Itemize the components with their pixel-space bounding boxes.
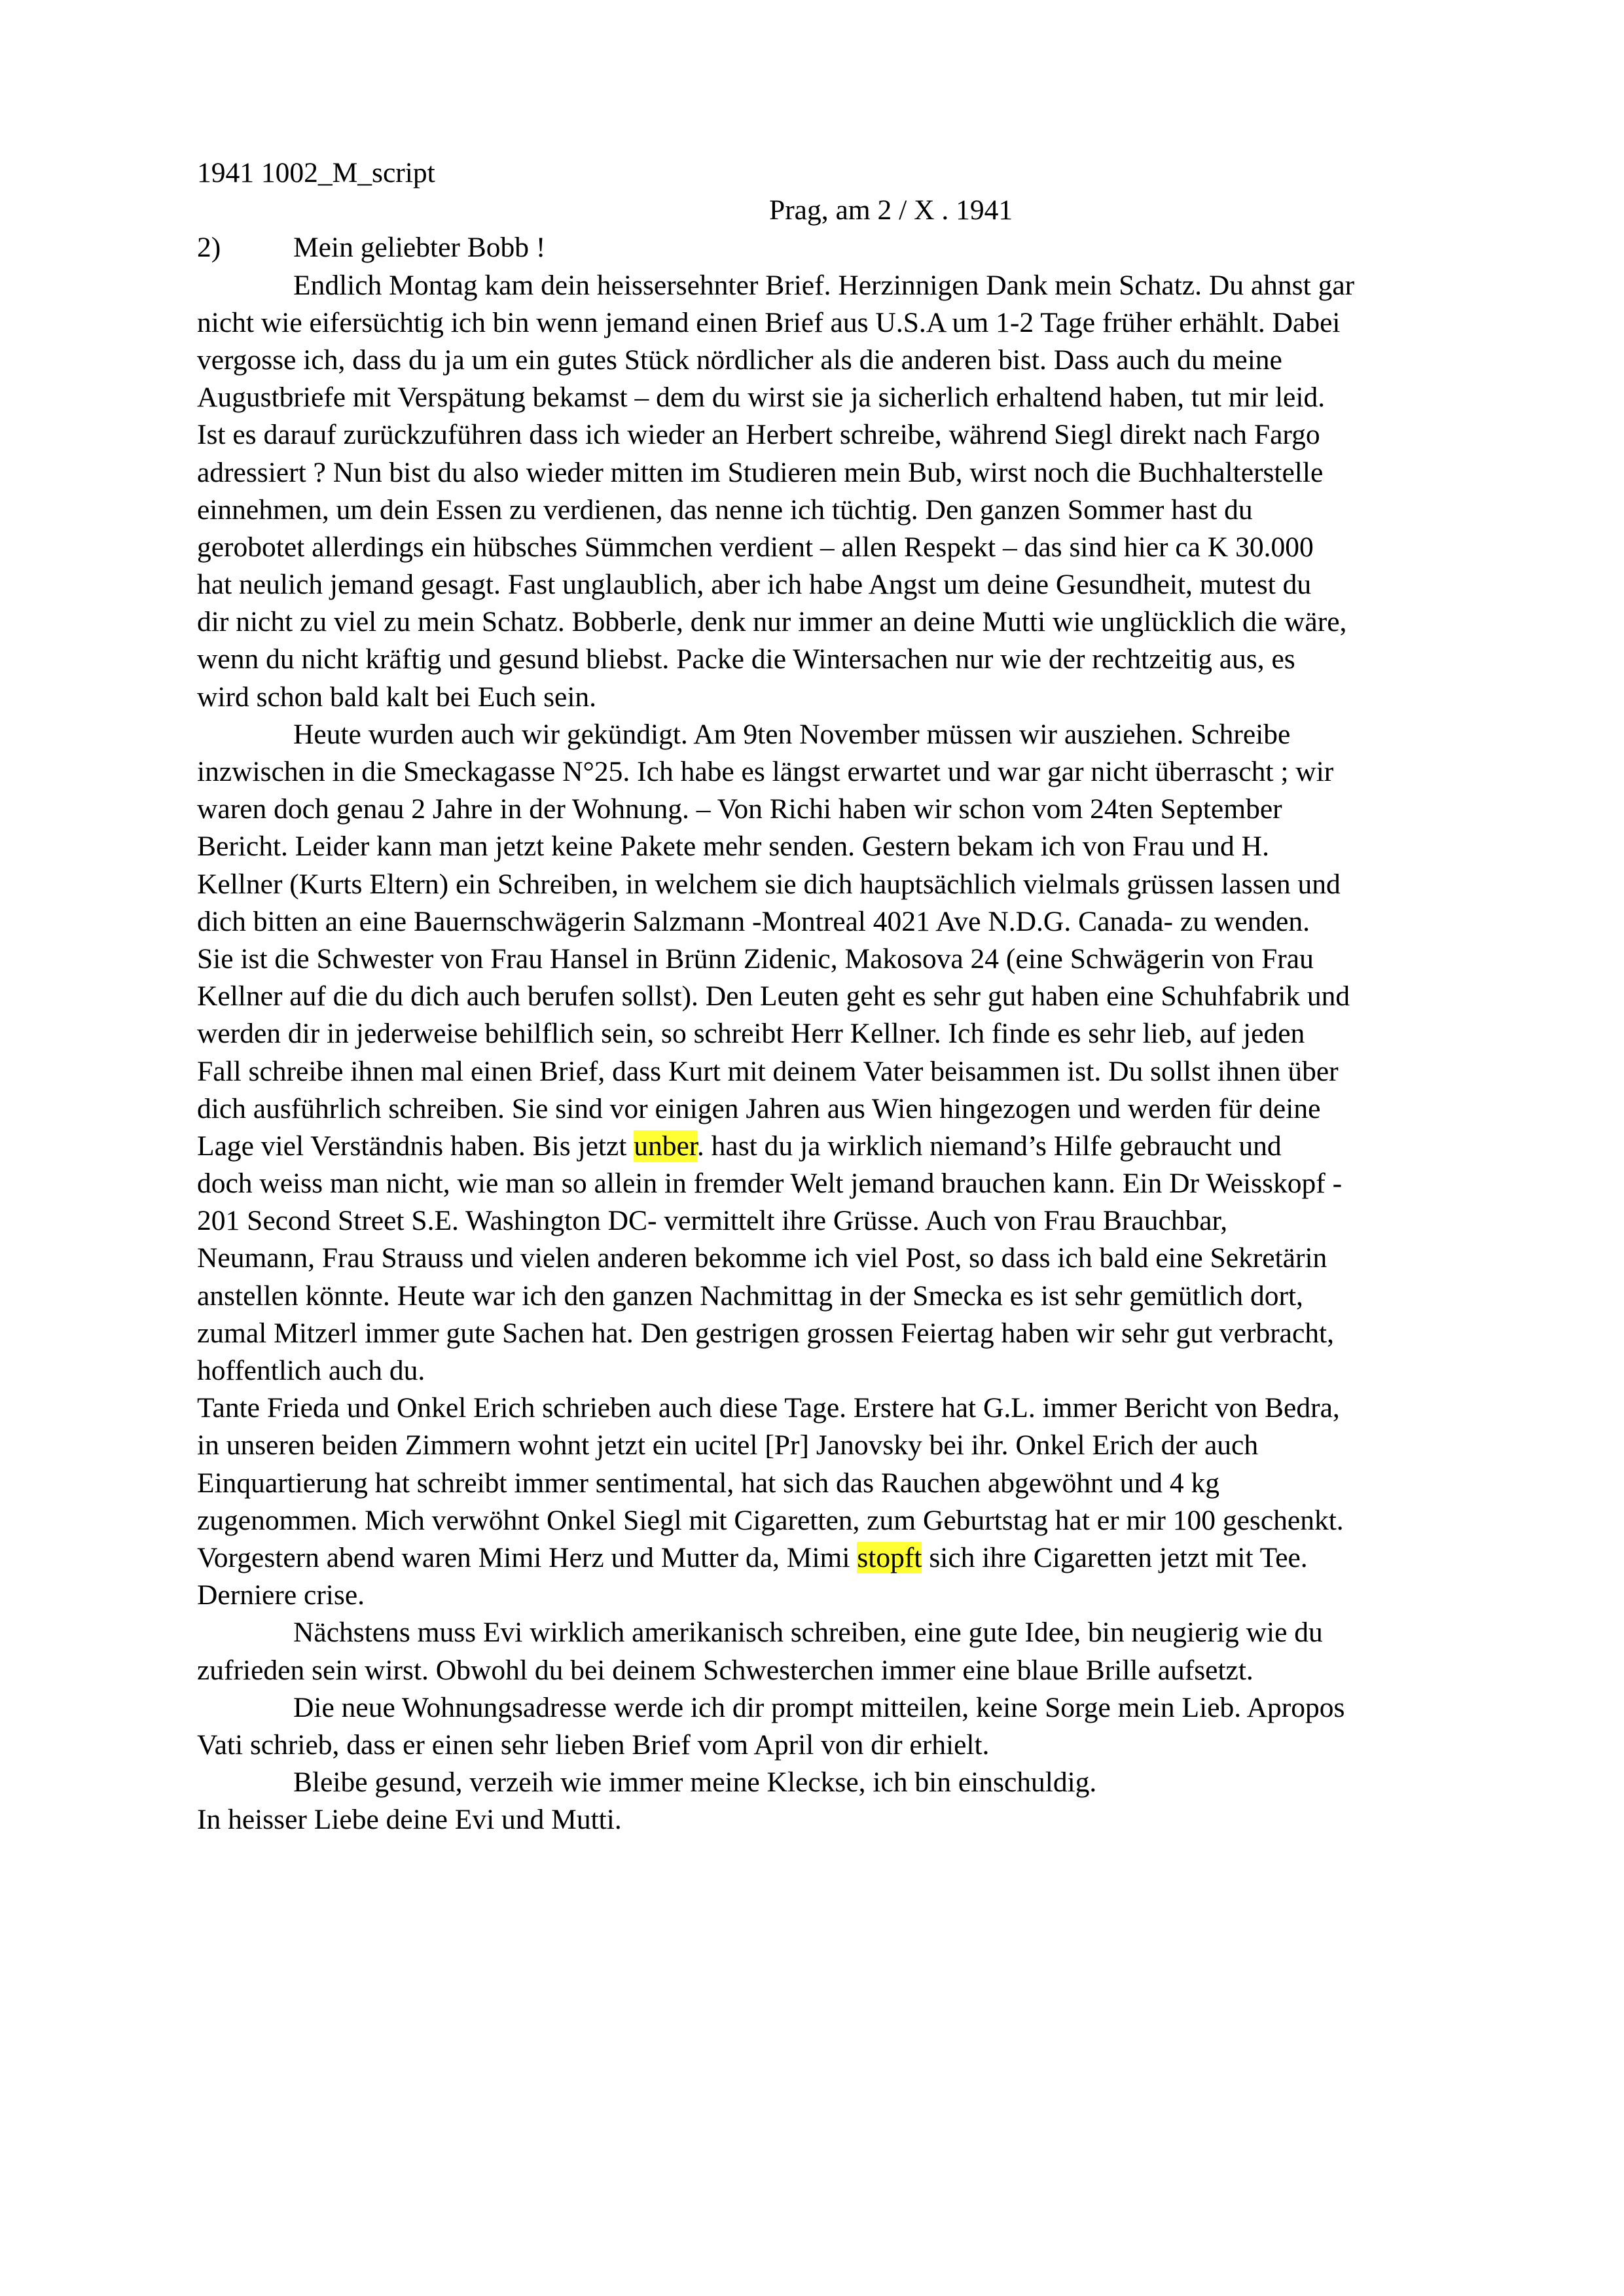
body-line (197, 1427, 1532, 1464)
text-segment: dich bitten an eine Bauernschwägerin Salzmann -Montreal 4021 Ave N.D.G. Canada- zu wenden. (197, 905, 1310, 937)
text-segment: In heisser Liebe deine Evi und Mutti. (197, 1804, 622, 1836)
text-segment: Sie ist die Schwester von Frau Hansel in Brünn Zidenic, Makosova 24 (eine Schwägerin von Frau (197, 942, 1314, 975)
body-line (197, 1539, 1532, 1577)
body-line (197, 603, 1532, 641)
text-segment: hoffentlich auch du. (197, 1355, 425, 1386)
text-segment: Augustbriefe mit Verspätung bekamst – dem du wirst sie ja sicherlich erhaltend haben, tut mir leid. (197, 382, 1326, 414)
text-segment: einnehmen, um dein Essen zu verdienen, das nenne ich tüchtig. Den ganzen Sommer hast du (197, 493, 1253, 526)
text-segment: Lage viel Verständnis haben. Bis jetzt (197, 1130, 634, 1162)
text-segment: . hast du ja wirklich niemand’s Hilfe gebraucht und (696, 1130, 1282, 1162)
text-segment: dir nicht zu viel zu mein Schatz. Bobberle, denk nur immer an deine Mutti wie unglücklich die wäre, (197, 606, 1347, 638)
text-segment: Bericht. Leider kann man jetzt keine Pakete mehr senden. Gestern bekam ich von Frau und H. (197, 831, 1269, 863)
body-line (197, 641, 1532, 678)
text-segment: Bleibe gesund, verzeih wie immer meine Kleckse, ich bin einschuldig. (293, 1767, 1097, 1799)
body-line (197, 1053, 1532, 1090)
text-segment: 201 Second Street S.E. Washington DC- vermittelt ihre Grüsse. Auch von Frau Brauchbar, (197, 1205, 1228, 1237)
text-segment: Kellner auf die du dich auch berufen sollst). Den Leuten geht es sehr gut haben eine Schuhfabrik und (197, 980, 1350, 1013)
text-segment: Nächstens muss Evi wirklich amerikanisch schreiben, eine gute Idee, bin neugierig wie du (293, 1617, 1323, 1649)
text-segment: zumal Mitzerl immer gute Sachen hat. Den gestrigen grossen Feiertag haben wir sehr gut verbracht, (197, 1317, 1335, 1349)
text-segment: Neumann, Frau Strauss und vielen anderen bekomme ich viel Post, so dass ich bald eine Sekretärin (197, 1242, 1327, 1274)
text-segment: adressiert ? Nun bist du also wieder mitten im Studieren mein Bub, wirst noch die Buchhalterstelle (197, 456, 1324, 488)
text-segment: Die neue Wohnungsadresse werde ich dir prompt mitteilen, keine Sorge mein Lieb. Apropos (293, 1691, 1345, 1723)
text-segment: Endlich Montag kam dein heissersehnter Brief. Herzinnigen Dank mein Schatz. Du ahnst gar (293, 269, 1355, 301)
body-line (197, 1240, 1532, 1277)
body-line (197, 1090, 1532, 1128)
text-segment: gerobotet allerdings ein hübsches Sümmchen verdient – allen Respekt – das sind hier ca K 30.000 (197, 531, 1314, 563)
body-line (197, 454, 1532, 492)
body-line (197, 1465, 1532, 1502)
text-segment: werden dir in jederweise behilflich sein, so schreibt Herr Kellner. Ich finde es sehr lieb, auf jeden (197, 1018, 1305, 1050)
body-line (197, 1689, 1532, 1727)
text-segment: anstellen könnte. Heute war ich den ganzen Nachmittag in der Smecka es ist sehr gemütlich dort, (197, 1280, 1303, 1312)
text-segment: wird schon bald kalt bei Euch sein. (197, 681, 597, 713)
body-line (197, 1390, 1532, 1427)
text-segment: in unseren beiden Zimmern wohnt jetzt ein ucitel [Pr] Janovsky bei ihr. Onkel Erich der auch (197, 1429, 1259, 1462)
body-line (197, 1502, 1532, 1539)
body-line (197, 753, 1532, 791)
body-line (197, 1727, 1532, 1764)
body-line (197, 903, 1532, 941)
document-header: 1941 1002_M_script (197, 157, 435, 188)
body-line (197, 1577, 1532, 1614)
salutation (197, 229, 1532, 266)
text-segment: dich ausführlich schreiben. Sie sind vor einigen Jahren aus Wien hingezogen und werden für deine (197, 1092, 1321, 1124)
body-line (197, 1614, 1532, 1651)
text-segment: Tante Frieda und Onkel Erich schrieben auch diese Tage. Erstere hat G.L. immer Bericht von Bedra, (197, 1392, 1340, 1424)
body-line (197, 1015, 1532, 1052)
letter-body (197, 267, 1532, 1839)
text-segment: doch weiss man nicht, wie man so allein in fremder Welt jemand brauchen kann. Ein Dr Weisskopf - (197, 1168, 1343, 1200)
text-segment: Ist es darauf zurückzuführen dass ich wieder an Herbert schreibe, während Siegl direkt nach Fargo (197, 419, 1320, 451)
body-line (197, 529, 1532, 566)
text-segment: zufrieden sein wirst. Obwohl du bei deinem Schwesterchen immer eine blaue Brille aufsetzt. (197, 1654, 1254, 1686)
body-line (197, 566, 1532, 603)
text-segment: vergosse ich, dass du ja um ein gutes Stück nördlicher als die anderen bist. Dass auch du meine (197, 344, 1282, 376)
body-line (197, 716, 1532, 753)
body-line (197, 1764, 1532, 1801)
body-line (197, 416, 1532, 454)
body-line (197, 1801, 1532, 1839)
highlighted-word: unber (634, 1130, 697, 1162)
text-segment: hat neulich jemand gesagt. Fast unglaublich, aber ich habe Angst um deine Gesundheit, mutest du (197, 569, 1312, 601)
body-line (197, 679, 1532, 716)
body-line (197, 941, 1532, 978)
text-segment: Kellner (Kurts Eltern) ein Schreiben, in welchem sie dich hauptsächlich vielmals grüssen lassen und (197, 868, 1341, 900)
body-line (197, 1128, 1532, 1165)
body-line (197, 342, 1532, 379)
body-line (197, 1652, 1532, 1689)
salutation-number: 2) (197, 232, 221, 264)
body-line (197, 1352, 1532, 1390)
body-line (197, 866, 1532, 903)
text-segment: Derniere crise. (197, 1579, 365, 1611)
text-segment: inzwischen in die Smeckagasse N°25. Ich habe es längst erwartet und war gar nicht überrascht ; wir (197, 756, 1334, 787)
text-segment: nicht wie eifersüchtig ich bin wenn jemand einen Brief aus U.S.A um 1-2 Tage früher erhählt. Dabei (197, 306, 1341, 338)
text-segment: Vati schrieb, dass er einen sehr lieben Brief vom April von dir erhielt. (197, 1729, 990, 1761)
text-segment: zugenommen. Mich verwöhnt Onkel Siegl mit Cigaretten, zum Geburtstag hat er mir 100 geschenkt. (197, 1504, 1344, 1536)
body-line (197, 828, 1532, 865)
text-segment: Vorgestern abend waren Mimi Herz und Mutter da, Mimi (197, 1541, 857, 1573)
body-line (197, 267, 1532, 304)
letter-text (197, 154, 1532, 1839)
text-segment: Einquartierung hat schreibt immer sentimental, hat sich das Rauchen abgewöhnt und 4 kg (197, 1467, 1219, 1499)
body-line (197, 304, 1532, 342)
body-line (197, 1315, 1532, 1352)
text-segment: wenn du nicht kräftig und gesund bliebst. Packe die Wintersachen nur wie der rechtzeitig aus, es (197, 643, 1295, 675)
body-line (197, 1165, 1532, 1202)
highlighted-word: stopft (857, 1541, 922, 1573)
text-segment: waren doch genau 2 Jahre in der Wohnung. – Von Richi haben wir schon vom 24ten September (197, 793, 1282, 825)
letter-date: Prag, am 2 / X . 1941 (769, 194, 1013, 226)
body-line (197, 1278, 1532, 1315)
text-segment: sich ihre Cigaretten jetzt mit Tee. (922, 1541, 1308, 1573)
body-line (197, 1202, 1532, 1240)
text-segment: Heute wurden auch wir gekündigt. Am 9ten November müssen wir ausziehen. Schreibe (293, 718, 1291, 750)
body-line (197, 978, 1532, 1015)
text-segment: Fall schreibe ihnen mal einen Brief, dass Kurt mit deinem Vater beisammen ist. Du sollst ihnen über (197, 1055, 1339, 1087)
body-line (197, 379, 1532, 416)
body-line (197, 492, 1532, 529)
body-line (197, 791, 1532, 828)
salutation-text: Mein geliebter Bobb ! (293, 232, 546, 264)
